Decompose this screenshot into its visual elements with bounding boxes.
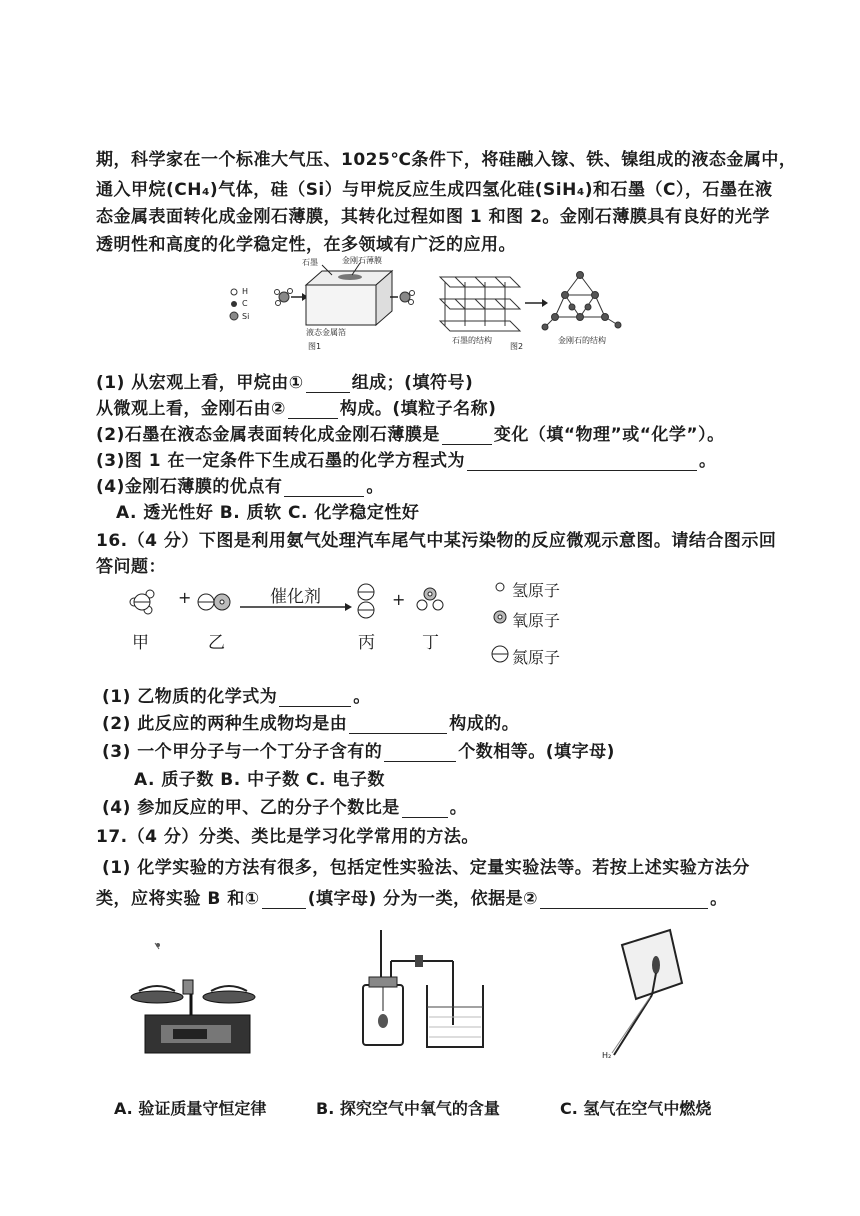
legend-oxygen-label: 氧原子 <box>512 611 561 630</box>
q16-part4-end: 。 <box>449 798 468 818</box>
q15-part1-hint: 组成；(填符号) <box>351 373 474 393</box>
q16-part3-hint: 个数相等。(填字母) <box>458 742 615 762</box>
plus-sign: + <box>178 588 192 607</box>
experiment-a-figure <box>125 935 265 1060</box>
hydrogen-combustion-image <box>600 925 700 1065</box>
legend-hydrogen-label: 氢原子 <box>512 581 561 600</box>
reaction-diagram <box>120 580 620 680</box>
passage-line-4: 透明性和高度的化学稳定性，在多领域有广泛的应用。 <box>96 235 516 255</box>
q16-part1-text: (1) 乙物质的化学式为 <box>102 687 278 707</box>
q15-part1b-hint: 构成。(填粒子名称) <box>339 399 497 419</box>
q16-part4 <box>102 793 467 818</box>
legend-nitrogen-label: 氮原子 <box>512 648 561 667</box>
molecule-jia-label: 甲 <box>132 633 149 653</box>
q16-options: A. 质子数 B. 中子数 C. 电子数 <box>134 770 385 790</box>
experiment-c-figure <box>600 925 700 1065</box>
q15-part2 <box>96 420 725 445</box>
q16-part4-text: (4) 参加反应的甲、乙的分子个数比是 <box>102 798 400 818</box>
catalyst-label: 催化剂 <box>270 587 321 607</box>
q15-part1-text: (1) 从宏观上看，甲烷由① <box>96 373 304 393</box>
passage-line-2: 通入甲烷(CH₄)气体，硅（Si）与甲烷反应生成四氢化硅(SiH₄)和石墨（C），石墨在液 <box>96 180 773 200</box>
molecule-yi-label: 乙 <box>208 633 225 653</box>
q17-part1-line-2 <box>96 884 728 909</box>
q15-part2-text: (2)石墨在液态金属表面转化成金刚石薄膜是 <box>96 425 440 445</box>
answer-blank[interactable] <box>262 892 306 909</box>
q17-stem: 17.（4 分）分类、类比是学习化学常用的方法。 <box>96 827 479 847</box>
diamond-film-label: 金刚石薄膜 <box>342 256 382 265</box>
passage-line-1: 期，科学家在一个标准大气压、1025℃条件下，将硅融入镓、铁、镍组成的液态金属中， <box>96 150 797 170</box>
balance-scale-image <box>125 935 265 1060</box>
experiment-b-caption: B. 探究空气中氧气的含量 <box>316 1099 500 1118</box>
q16-part1-end: 。 <box>353 687 371 707</box>
answer-blank[interactable] <box>442 428 492 445</box>
oxygen-content-apparatus-image <box>355 925 495 1060</box>
q17-part1-end: 。 <box>710 889 728 909</box>
legend-h-label: H <box>242 287 249 296</box>
q15-part1-micro <box>96 394 496 419</box>
q16-part3-text: (3) 一个甲分子与一个丁分子含有的 <box>102 742 383 762</box>
legend-c-label: C <box>242 299 248 308</box>
answer-blank[interactable] <box>279 690 351 707</box>
answer-blank[interactable] <box>467 454 697 471</box>
experiment-b-figure <box>355 925 495 1060</box>
answer-blank[interactable] <box>540 892 708 909</box>
q17-part1-line-1: (1) 化学实验的方法有很多，包括定性实验法、定量实验法等。若按上述实验方法分 <box>102 858 750 878</box>
passage-line-3: 态金属表面转化成金刚石薄膜，其转化过程如图 1 和图 2。金刚石薄膜具有良好的光学 <box>96 207 770 227</box>
q15-part3-end: 。 <box>699 451 717 471</box>
q15-part2-hint: 变化（填“物理”或“化学”）。 <box>493 425 725 445</box>
figure-1-2 <box>220 255 640 355</box>
figure-2-caption: 图2 <box>510 342 524 351</box>
answer-blank[interactable] <box>402 801 448 818</box>
liquid-metal-label: 液态金属箔 <box>306 328 346 337</box>
q15-part4 <box>96 472 384 497</box>
q16-part2-text: (2) 此反应的两种生成物均是由 <box>102 714 348 734</box>
q15-part4-text: (4)金刚石薄膜的优点有 <box>96 477 283 497</box>
answer-blank[interactable] <box>306 376 350 393</box>
q16-stem-line-2: 答问题： <box>96 557 166 577</box>
q15-part1-macro <box>96 368 473 393</box>
experiment-c-caption: C. 氢气在空气中燃烧 <box>560 1099 712 1118</box>
q15-part3 <box>96 446 717 471</box>
q16-stem-line-1: 16.（4 分）下图是利用氨气处理汽车尾气中某污染物的反应微观示意图。请结合图示回 <box>96 531 777 551</box>
q17-part1-text: 类，应将实验 B 和① <box>96 889 260 909</box>
answer-blank[interactable] <box>349 717 447 734</box>
q15-part1b-text: 从微观上看，金刚石由② <box>96 399 286 419</box>
q16-part2 <box>102 709 519 734</box>
legend-si-label: Si <box>242 312 250 321</box>
plus-sign: + <box>392 590 406 609</box>
q16-part3 <box>102 737 615 762</box>
answer-blank[interactable] <box>288 402 338 419</box>
experiment-a-caption: A. 验证质量守恒定律 <box>114 1099 267 1118</box>
hydrogen-label: H₂ <box>602 1051 612 1060</box>
graphite-structure-label: 石墨的结构 <box>452 336 492 345</box>
answer-blank[interactable] <box>384 745 456 762</box>
figure-1-caption: 图1 <box>308 342 322 351</box>
q17-part1-hint: (填字母) 分为一类，依据是② <box>307 889 539 909</box>
graphite-label: 石墨 <box>302 258 318 267</box>
diamond-structure-label: 金刚石的结构 <box>558 336 606 345</box>
molecule-ding-label: 丁 <box>422 633 439 653</box>
q16-part1 <box>102 682 371 707</box>
q15-part4-end: 。 <box>366 477 384 497</box>
q15-options: A. 透光性好 B. 质软 C. 化学稳定性好 <box>116 503 420 523</box>
answer-blank[interactable] <box>284 480 364 497</box>
q16-part2-end: 构成的。 <box>449 714 520 734</box>
q15-part3-text: (3)图 1 在一定条件下生成石墨的化学方程式为 <box>96 451 466 471</box>
molecule-bing-label: 丙 <box>358 633 375 653</box>
